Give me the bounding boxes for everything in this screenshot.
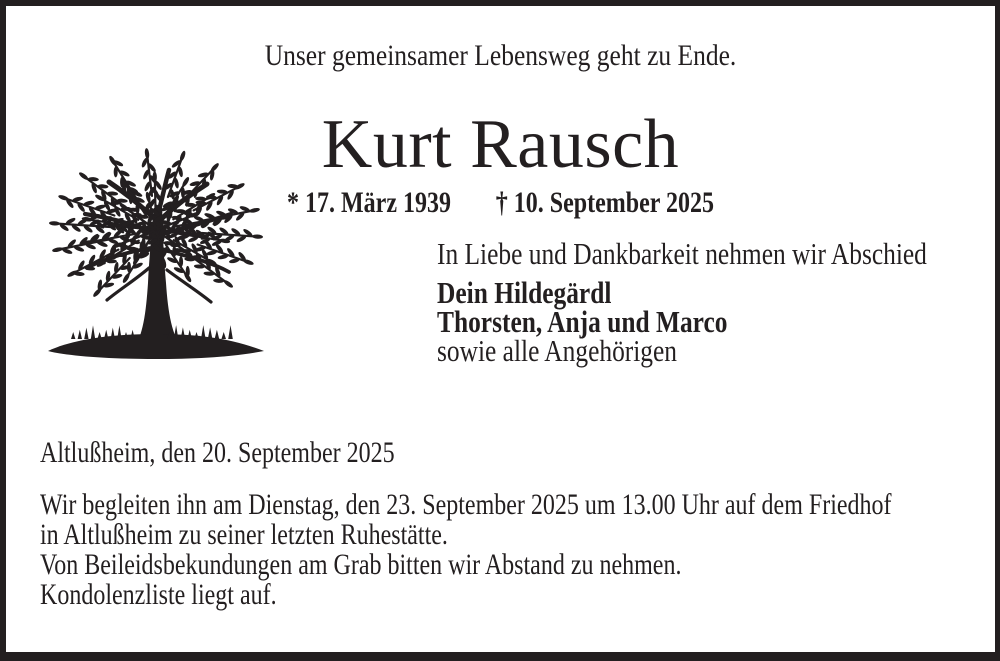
tree-of-life-icon xyxy=(45,148,267,364)
farewell-line: In Liebe und Dankbarkeit nehmen wir Abschied xyxy=(437,236,927,271)
tagline: Unser gemeinsamer Lebensweg geht zu Ende. xyxy=(264,39,737,72)
place-date-line: Altlußheim, den 20. September 2025 xyxy=(40,436,395,469)
funeral-line: in Altlußheim zu seiner letzten Ruhestätte. xyxy=(40,518,448,551)
deceased-name: Kurt Rausch xyxy=(321,106,680,183)
funeral-info xyxy=(40,490,892,610)
mourners-suffix: sowie alle Angehörigen xyxy=(437,333,678,368)
death-date: † 10. September 2025 xyxy=(495,186,714,219)
mourner-line: Dein Hildegärdl xyxy=(437,275,612,310)
funeral-line: Wir begleiten ihn am Dienstag, den 23. September 2025 um 13.00 Uhr auf dem Friedhof xyxy=(40,488,892,521)
life-dates xyxy=(105,188,896,218)
mourner-line: Thorsten, Anja und Marco xyxy=(437,304,728,339)
birth-date: * 17. März 1939 xyxy=(287,186,451,219)
funeral-line: Von Beileidsbekundungen am Grab bitten wir Abstand zu nehmen. xyxy=(40,548,682,581)
funeral-line: Kondolenzliste liegt auf. xyxy=(40,578,277,611)
farewell-block xyxy=(437,236,927,368)
